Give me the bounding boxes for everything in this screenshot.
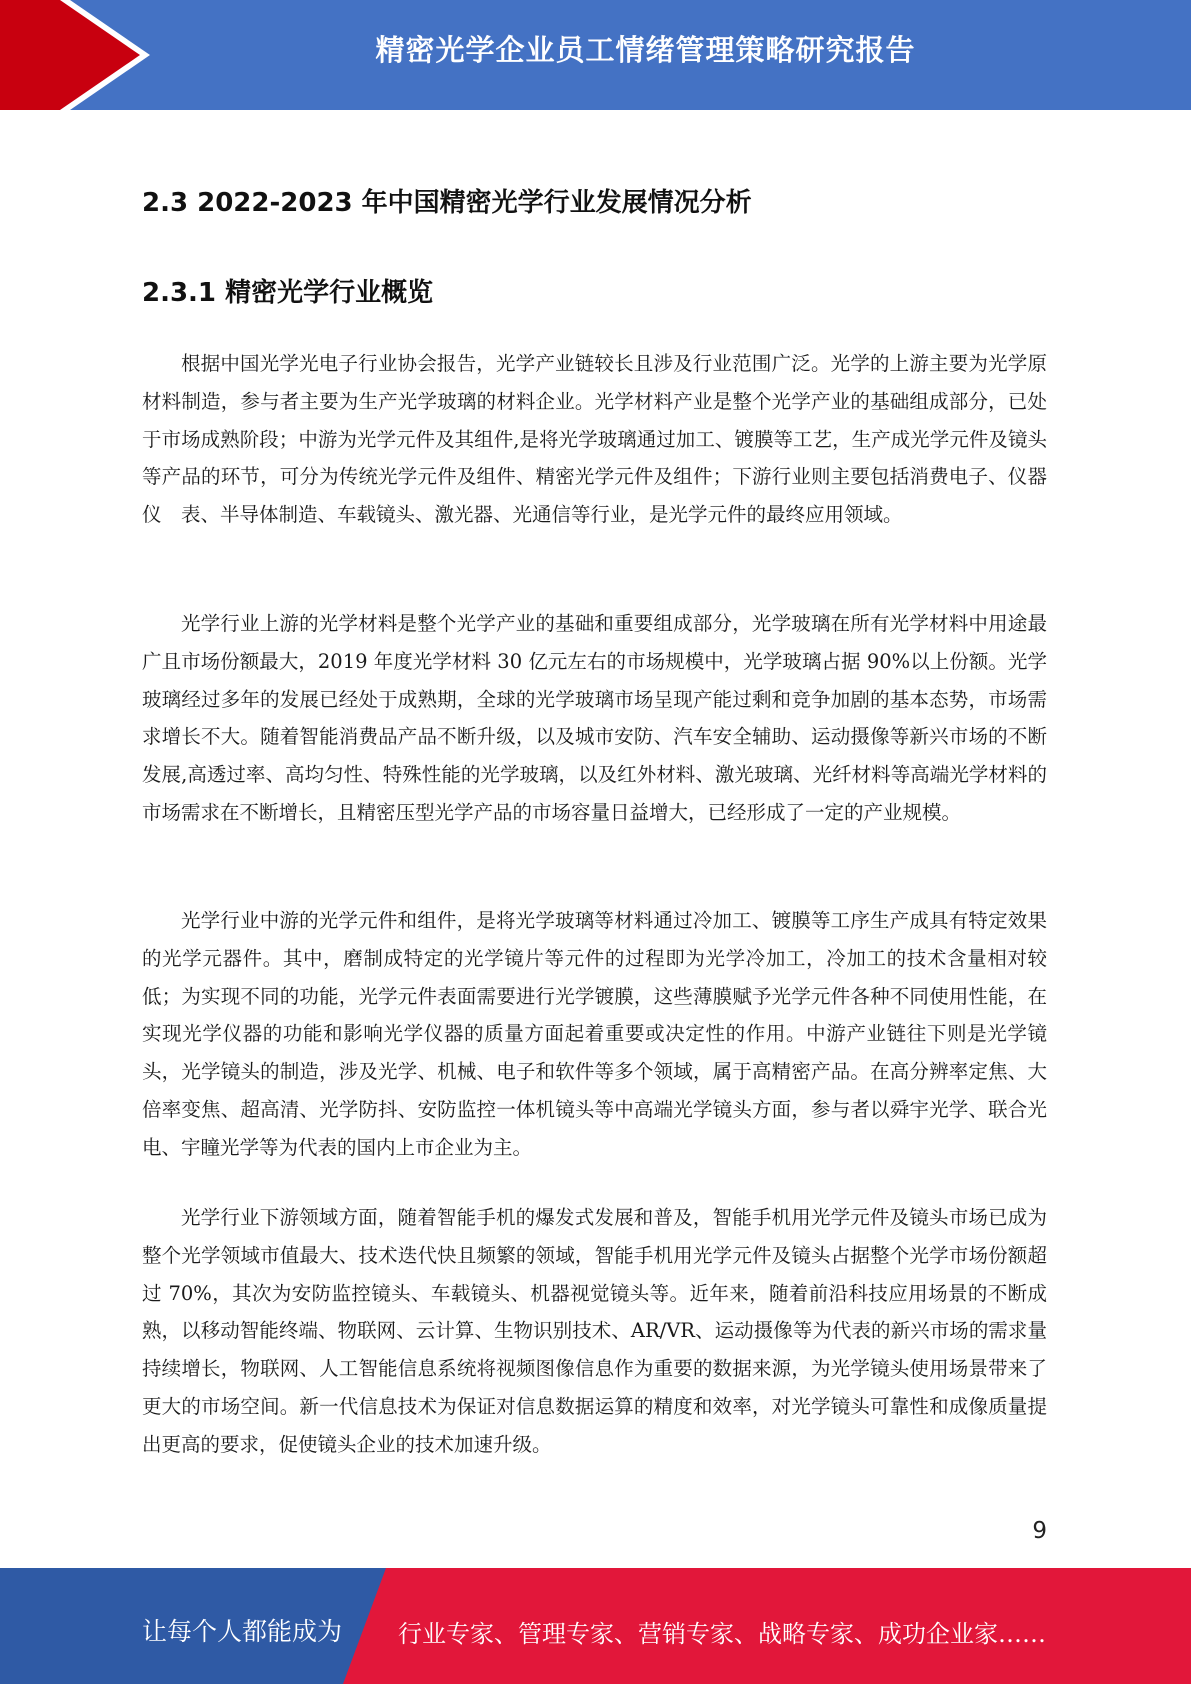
paragraph-downstream: 光学行业下游领域方面，随着智能手机的爆发式发展和普及，智能手机用光学元件及镜头市场已成为整个光学领域市值最大、技术迭代快且频繁的领域，智能手机用光学元件及镜头占据整个光学市场份额超过 70%，其次为安防监控镜头、车载镜头、机器视觉镜头等。近年来，随着前沿科技应用场景的不断成熟，以移动智能终端、物联网、云计算、生物识别技术、AR/VR、运动摄像等为代表的新兴市场的需求量持续增长，物联网、人工智能信息系统将视频图像信息作为重要的数据来源，为光学镜头使用场景带来了更大的市场空间。新一代信息技术为保证对信息数据运算的精度和效率，对光学镜头可靠性和成像质量提出更高的要求，促使镜头企业的技术加速升级。 [142,1206,1047,1456]
report-title: 精密光学企业员工情绪管理策略研究报告 [375,33,916,67]
footer-slogan-left: 让每个人都能成为 [142,1617,343,1646]
section-heading: 2.3 2022-2023 年中国精密光学行业发展情况分析 [142,188,752,218]
paragraph-midstream: 光学行业中游的光学元件和组件，是将光学玻璃等材料通过冷加工、镀膜等工序生产成具有特定效果的光学元器件。其中，磨制成特定的光学镜片等元件的过程即为光学冷加工，冷加工的技术含量相对较低；为实现不同的功能，光学元件表面需要进行光学镀膜，这些薄膜赋予光学元件各种不同使用性能，在实现光学仪器的功能和影响光学仪器的质量方面起着重要或决定性的作用。中游产业链往下则是光学镜头，光学镜头的制造，涉及光学、机械、电子和软件等多个领域，属于高精密产品。在高分辨率定焦、大倍率变焦、超高清、光学防抖、安防监控一体机镜头等中高端光学镜头方面，参与者以舜宇光学、联合光电、宇瞳光学等为代表的国内上市企业为主。 [142,909,1047,1159]
subsection-heading: 2.3.1 精密光学行业概览 [142,278,434,308]
page-number: 9 [1032,1518,1047,1544]
paragraph-industry-chain: 根据中国光学光电子行业协会报告，光学产业链较长且涉及行业范围广泛。光学的上游主要为光学原材料制造，参与者主要为生产光学玻璃的材料企业。光学材料产业是整个光学产业的基础组成部分，已处于市场成熟阶段；中游为光学元件及其组件,是将光学玻璃通过加工、镀膜等工艺，生产成光学元件及镜头等产品的环节，可分为传统光学元件及组件、精密光学元件及组件；下游行业则主要包括消费电子、仪器仪 表、半导体制造、车载镜头、激光器、光通信等行业，是光学元件的最终应用领域。 [142,352,1047,527]
paragraph-upstream: 光学行业上游的光学材料是整个光学产业的基础和重要组成部分，光学玻璃在所有光学材料中用途最广且市场份额最大，2019 年度光学材料 30 亿元左右的市场规模中，光学玻璃占据 90%以上份额。光学玻璃经过多年的发展已经处于成熟期，全球的光学玻璃市场呈现产能过剩和竞争加剧的基本态势，市场需求增长不大。随着智能消费品产品不断升级，以及城市安防、汽车安全辅助、运动摄像等新兴市场的不断发展,高透过率、高均匀性、特殊性能的光学玻璃，以及红外材料、激光玻璃、光纤材料等高端光学材料的市场需求在不断增长，且精密压型光学产品的市场容量日益增大，已经形成了一定的产业规模。 [142,612,1047,824]
footer-slogan-right: 行业专家、管理专家、营销专家、战略专家、成功企业家…… [398,1620,1046,1648]
